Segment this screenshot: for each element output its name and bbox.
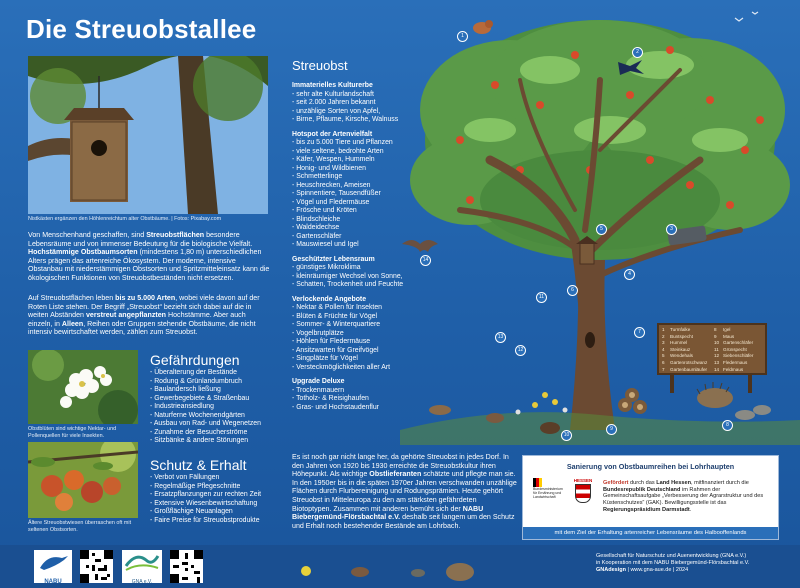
legend-row: 5 Wendehals 12 Siebenschläfer [662, 353, 754, 359]
legend-row: 2 Buntspecht 9 Maus [662, 333, 735, 339]
streuobst-item: - Blindschleiche [292, 215, 341, 223]
list-item: - Industrieansiedlung [150, 403, 214, 410]
streuobst-section-title: Verlockende Angebote [292, 295, 367, 303]
streuobst-section-title: Immaterielles Kulturerbe [292, 82, 373, 89]
streuobst-item: - Vogelbrutplätze [292, 329, 344, 337]
list-item: - Gewerbegebiete & Straßenbau [150, 394, 250, 402]
list-item: - Naturferne Wochenendgärten [150, 411, 245, 419]
streuobst-item: - günstiges Mikroklima [292, 264, 361, 271]
number-badge: 7 [634, 327, 645, 338]
legend-rows [662, 327, 762, 373]
list-item: - Extensive Wiesenbewirtschaftung [150, 499, 258, 507]
number-badge: 12 [515, 345, 526, 356]
bird-icon [735, 18, 743, 21]
bird-icon [752, 12, 758, 14]
streuobst-item: - Höhlen für Fledermäuse [292, 338, 371, 345]
sponsor-bottom: mit dem Ziel der Erhaltung artenreicher Lebensräume des Halbooffenlands [523, 527, 778, 539]
number-badge: 13 [495, 332, 506, 343]
list-item: - Überalterung der Bestände [150, 369, 237, 376]
streuobst-item: - viele seltene, bedrohte Arten [292, 147, 384, 155]
streuobst-item: - Trockenmauern [292, 386, 345, 394]
streuobst-item: - Spinnentiere, Tausendfüßer [292, 190, 381, 197]
intro-paragraph-2: Auf Streuobstflächen leben bis zu 5.000 Arten, wobei viele davon auf der Roten Liste stehen. Der Begriff „Streuobst“ bezieht sich dabei auf die in weiten Abständen verstreut angepflanzten Hochstämme. Aber auch einzeln, in Alleen, Reihen oder Gruppen stehende Obstbäume, die nicht intensiv bewirtschaftet werden, zählen zum Streuobst. [28, 294, 260, 337]
streuobst-item: - Gartenschläfer [292, 232, 342, 240]
sponsor-box [522, 455, 779, 540]
stork-icon [34, 550, 72, 574]
gefaehrdungen-list [150, 369, 280, 446]
qr-icon [80, 550, 113, 583]
gefaehrdungen-heading: Gefährdungen [150, 352, 240, 368]
streuobst-item: - Waldeidechse [292, 224, 340, 231]
streuobst-item: - Honig- und Wildbienen [292, 164, 366, 172]
qr-code-2[interactable] [170, 550, 203, 583]
streuobst-item: - bis zu 5.000 Tiere und Pflanzen [292, 139, 393, 146]
nestbox-photo [28, 56, 268, 214]
legend-row: 1 Turmfalke 8 Igel [662, 327, 731, 332]
legend-row: 6 Gartenrotschwanz 13 Fledermaus [662, 359, 748, 365]
streuobst-item: - Frösche und Kröten [292, 207, 357, 214]
number-badge: 2 [632, 47, 643, 58]
gna-logo: GNA e.V. [122, 550, 162, 583]
list-item: - Zunahme der Besucherströme [150, 428, 248, 436]
list-item: - Rodung & Grünlandumbruch [150, 377, 242, 385]
number-badge: 4 [624, 269, 635, 280]
streuobst-section-title: Hotspot der Artenvielfalt [292, 130, 373, 138]
photo3-caption: Ältere Streuobstwiesen überraschen oft mit seltenen Obstsorten. [28, 520, 132, 533]
schutz-list [150, 474, 285, 525]
photo2-caption: Obstblüten sind wichtige Nektar- und Pollenquellen für viele Insekten. [28, 426, 117, 439]
blossom-photo [28, 350, 138, 424]
number-badge: 11 [536, 292, 547, 303]
streuobst-item: - Ansitzwarten für Greifvögel [292, 346, 379, 354]
number-badge: 3 [666, 224, 677, 235]
streuobst-item: - Käfer, Wespen, Hummeln [292, 156, 375, 163]
list-item: - Ausbau von Rad- und Wegenetzen [150, 420, 261, 427]
streuobst-item: - Singplätze für Vögel [292, 355, 358, 362]
fruit-photo [28, 442, 138, 518]
legend-sign [657, 323, 767, 375]
streuobst-item: - Mauswiesel und Igel [292, 241, 359, 248]
streuobst-item: - unzählige Sorten von Apfel, [292, 107, 381, 115]
number-badge: 10 [561, 430, 572, 441]
streuobst-item: - Gras- und Hochstaudenflur [292, 403, 379, 411]
streuobst-item: - Sommer- & Winterquartiere [292, 321, 381, 328]
hessen-logo: HESSEN [569, 478, 597, 506]
streuobst-item: - Versteckmöglichkeiten aller Art [292, 363, 391, 371]
nabu-logo: NABU [34, 550, 72, 583]
photo1-caption: Nistkästen ergänzen den Höhlenreichtum alter Obstbäume. | Fotos: Pixabay.com [28, 216, 222, 222]
number-badge: 8 [722, 420, 733, 431]
streuobst-item: - seit 2.000 Jahren bekannt [292, 99, 376, 106]
footer-animals-illustration [300, 557, 480, 583]
legend-row: 4 Steinkauz 11 Grünspecht [662, 346, 747, 352]
streuobst-item: - Schmetterlinge [292, 173, 343, 180]
streuobst-item: - Vögel und Fledermäuse [292, 198, 370, 206]
streuobst-item: - Nektar & Pollen für Insekten [292, 304, 383, 311]
number-badge: 9 [606, 424, 617, 435]
list-item: - Regelmäßige Pflegeschnitte [150, 482, 241, 490]
bund-logo: Bundesministerium für Ernährung und Landwirtschaft [533, 478, 565, 506]
number-badge: 5 [596, 224, 607, 235]
number-badge: 1 [457, 31, 468, 42]
streuobst-item: - Blüten & Früchte für Vögel [292, 312, 378, 320]
blossom-illustration [28, 350, 138, 424]
list-item: - Großflächige Neuanlagen [150, 508, 233, 515]
qr-icon [170, 550, 203, 583]
streuobst-item: - Heuschrecken, Ameisen [292, 181, 371, 189]
schutz-heading: Schutz & Erhalt [150, 457, 247, 473]
list-item: - Sitzbänke & andere Störungen [150, 437, 249, 444]
footer-credits: Gesellschaft für Naturschutz und Auenentwicklung (GNA e.V.) in Kooperation mit dem NABU Biebergemünd-Flörsbachtal e.V. GNAdesign | www.gna-aue.de | 2024 [596, 553, 750, 573]
streuobst-item: - sehr alte Kulturlandschaft [292, 90, 374, 98]
gna-swoosh-icon [122, 550, 162, 574]
fruit-illustration [28, 442, 138, 518]
streuobst-item: - kleinräumiger Wechsel von Sonne, [292, 272, 403, 280]
streuobst-section-title: Geschützter Lebensraum [292, 255, 375, 263]
sponsor-text: Gefördert durch das Land Hessen, mitfinanziert durch die Bundesrepublik Deutschland im Rahmen der Gemeinschaftsaufgabe „Verbesserung der Agrarstruktur und des Küstenschutzes“ (GAK). Bewilligungsstelle ist das Regierungspräsidium Darmstadt. [603, 480, 764, 513]
list-item: - Ersatzpflanzungen zur rechten Zeit [150, 491, 262, 498]
sign-post [748, 375, 752, 393]
legend-row: 3 Hummel 10 Gartenschläfer [662, 340, 754, 346]
streuobst-item: - Birne, Pflaume, Kirsche, Walnuss [292, 116, 399, 123]
history-paragraph: Es ist noch gar nicht lange her, da gehörte Streuobst in jedes Dorf. In den Jahren von 1920 bis 1930 erreichte die Streuobstkultur ihren Höhepunkt. Als wichtige Obstlieferanten schätzte und pflegte man sie. In den 1950er bis in die späten 1970er Jahren verschwanden unzählige Flächen durch Flurbereinigung und Rodungsprämien. Heute gehört Streuobst in Mitteleuropa zu den am stärksten gefährdeten Biotoptypen. Zusammen mit anderen bemüht sich der NABU Biebergemünd-Flörsbachtal e.V. deshalb seit langem um den Schutz und Erhalt noch bestehender Bestände am Lohrbach. [292, 453, 517, 530]
footer [0, 545, 800, 588]
nestbox-illustration [28, 56, 268, 214]
streuobst-item: - Schatten, Trockenheit und Feuchte [292, 281, 404, 288]
list-item: - Verbot von Fällungen [150, 474, 220, 481]
page-title: Die Streuobstallee [26, 14, 257, 44]
streuobst-heading: Streuobst [292, 58, 348, 73]
list-item: - Faire Preise für Streuobstprodukte [150, 516, 260, 524]
intro-paragraph-1: Von Menschenhand geschaffen, sind Streuobstflächen besondere Lebensräume und von immenser Bedeutung für die biologische Vielfalt. Hochstämmige Obstbaumsorten (mindestens 1,80 m) unterschiedlichen Alters prägen das artenreiche Ökosystem. Der moderne, intensive Obstanbau mit niederstämmigen Obstsorten und Spritzmitteleinsatz kann die ökologischen Funktionen von Streuobstbeständen nicht ersetzen. [28, 231, 270, 282]
streuobst-section-title: Upgrade Deluxe [292, 378, 345, 385]
number-badge: 14 [420, 255, 431, 266]
number-badge: 6 [567, 285, 578, 296]
list-item: - Baulandersch ließung [150, 386, 221, 393]
sign-post [670, 375, 674, 393]
legend-row: 7 Gartenbaumläufer 14 Feldmaus [662, 366, 744, 372]
qr-code-1[interactable] [80, 550, 113, 583]
streuobst-item: - Totholz- & Reisighaufen [292, 395, 369, 402]
sponsor-title: Sanierung von Obstbaumreihen bei Lohrhaupten [566, 462, 735, 471]
